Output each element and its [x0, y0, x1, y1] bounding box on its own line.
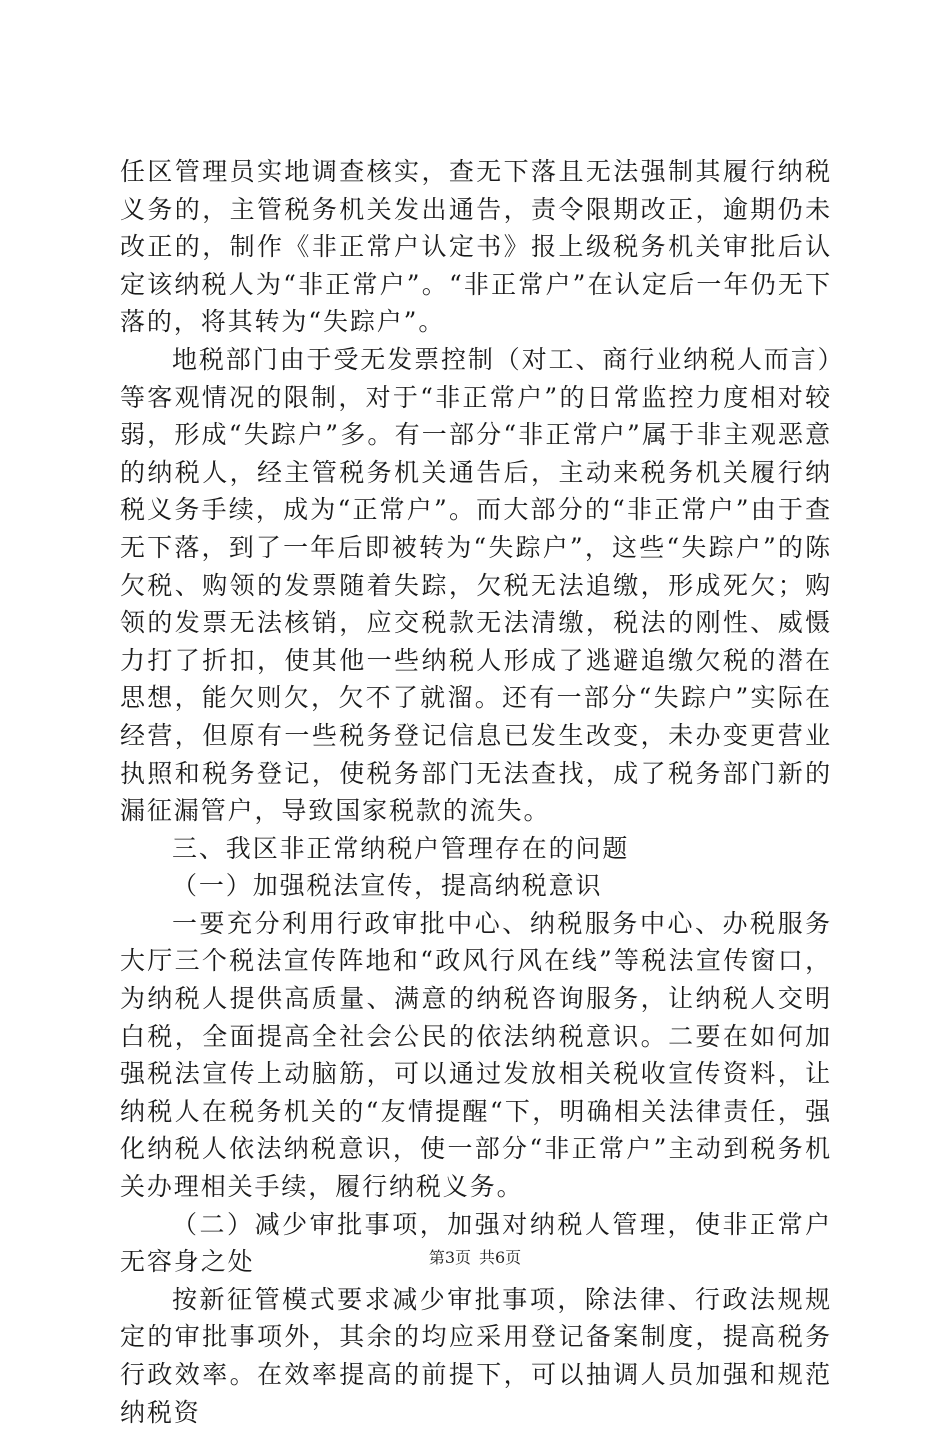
paragraph-reduce-approvals: 按新征管模式要求减少审批事项，除法律、行政法规规定的审批事项外，其余的均应采用登记备案制度，提高税务行政效率。在效率提高的前提下，可以抽调人员加强和规范纳税资	[120, 1284, 832, 1427]
subheading-tax-law-publicity: （一）加强税法宣传，提高纳税意识	[172, 871, 603, 901]
section-heading-problems: 三、我区非正常纳税户管理存在的问题	[172, 833, 630, 863]
page-total: 共6页	[479, 1248, 522, 1267]
paragraph-tax-law-publicity: 一要充分利用行政审批中心、纳税服务中心、办税服务大厅三个税法宣传阵地和“政风行风在线”等税法宣传窗口，为纳税人提供高质量、满意的纳税咨询服务，让纳税人交明白税，全面提高全社会公民的依法纳税意识。二要在如何加强税法宣传上动脑筋，可以通过发放相关税收宣传资料，让纳税人在税务机关的“友情提醒“下，明确相关法律责任，强化纳税人依法纳税意识，使一部分“非正常户”主动到税务机关办理相关手续，履行纳税义务。	[120, 908, 832, 1202]
subheading-reduce-approvals: （二）减少审批事项，加强对纳税人管理，使非正常户无容身之处	[120, 1209, 832, 1277]
paragraph-missing-households: 地税部门由于受无发票控制（对工、商行业纳税人而言）等客观情况的限制，对于“非正常户”的日常监控力度相对较弱，形成“失踪户”多。有一部分“非正常户”属于非主观恶意的纳税人，经主管税务机关通告后，主动来税务机关履行纳税义务手续，成为“正常户”。而大部分的“非正常户”由于查无下落，到了一年后即被转为“失踪户”，这些“失踪户”的陈欠税、购领的发票随着失踪，欠税无法追缴，形成死欠；购领的发票无法核销，应交税款无法清缴，税法的刚性、威慑力打了折扣，使其他一些纳税人形成了逃避追缴欠税的潜在思想，能欠则欠，欠不了就溜。还有一部分“失踪户”实际在经营，但原有一些税务登记信息已发生改变，未办变更营业执照和税务登记，使税务部门无法查找，成了税务部门新的漏征漏管户，导致国家税款的流失。	[120, 344, 833, 826]
page-footer	[0, 1248, 950, 1268]
page-number: 第3页	[428, 1248, 471, 1267]
paragraph-continuation: 任区管理员实地调查核实，查无下落且无法强制其履行纳税义务的，主管税务机关发出通告，责令限期改正，逾期仍未改正的，制作《非正常户认定书》报上级税务机关审批后认定该纳税人为“非正常户”。“非正常户”在认定后一年仍无下落的，将其转为“失踪户”。	[120, 157, 832, 337]
document-body	[120, 153, 832, 1431]
